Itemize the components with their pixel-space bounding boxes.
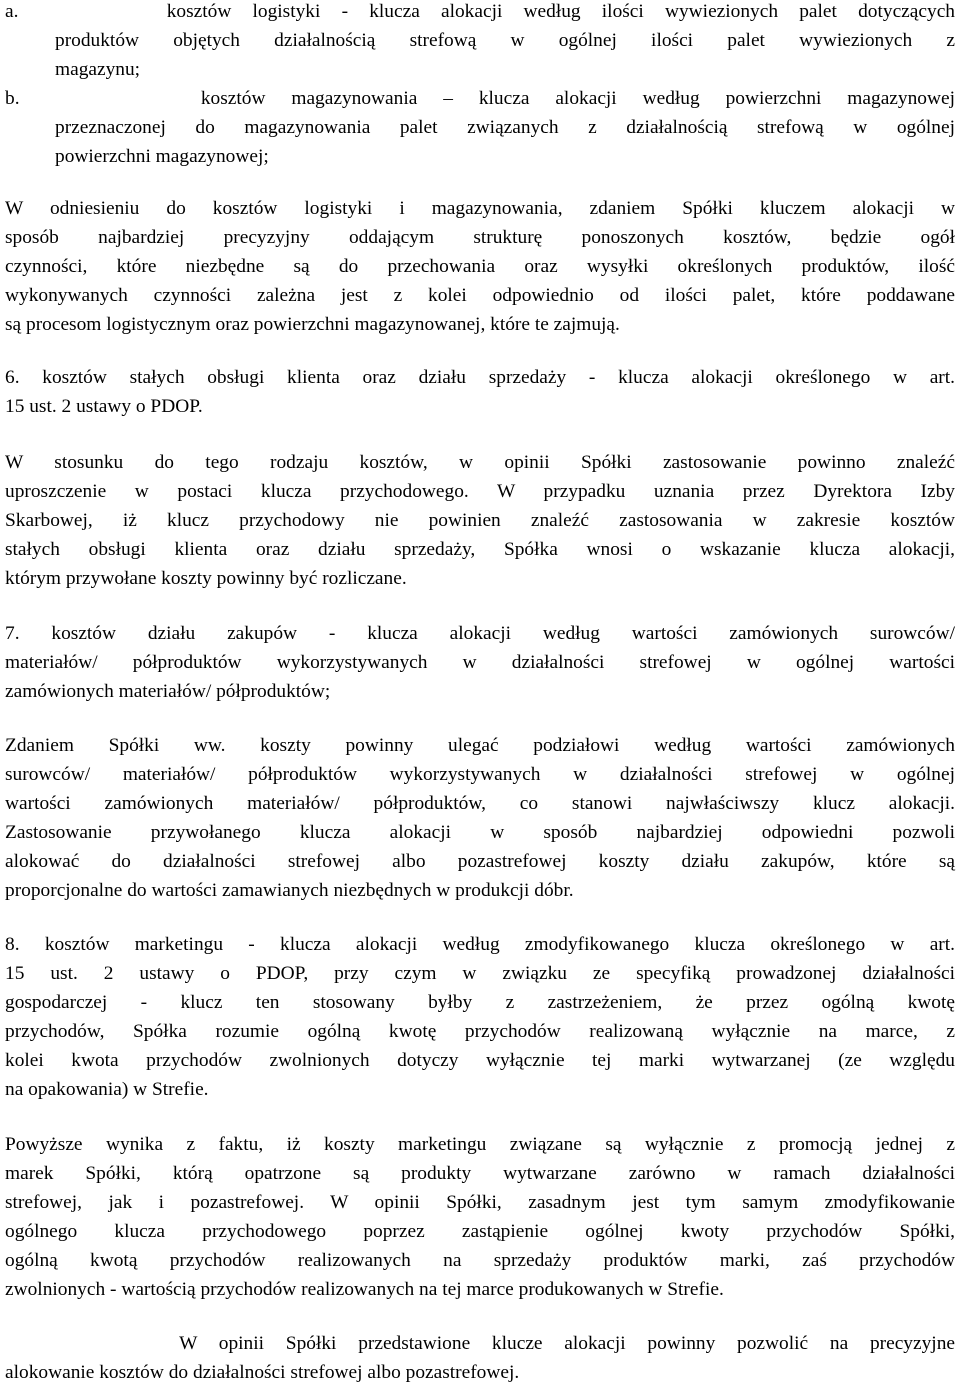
text-line: 7. kosztów działu zakupów - klucza alokacji według wartości zamówionych surowców/ [5, 623, 955, 644]
text-line: 15 ust. 2 ustawy o PDOP. [5, 396, 203, 417]
text-line: zamówionych materiałów/ półproduktów; [5, 681, 331, 702]
text-line: wartości zamówionych materiałów/ półproduktów, co stanowi najwłaściwszy klucz alokacji. [5, 793, 955, 814]
text-line: W stosunku do tego rodzaju kosztów, w opinii Spółki zastosowanie powinno znaleźć [5, 452, 955, 473]
text-line: wykonywanych czynności zależna jest z kolei odpowiednio od ilości palet, które poddawane [5, 285, 955, 306]
text-line: Zdaniem Spółki ww. koszty powinny ulegać podziałowi według wartości zamówionych [5, 735, 955, 756]
text-line: przychodów, Spółka rozumie ogólną kwotę przychodów realizowaną wyłącznie na marce, z [5, 1021, 955, 1042]
text-line: produktów objętych działalnością strefową w ogólnej ilości palet wywiezionych z [55, 30, 955, 51]
text-line: są procesom logistycznym oraz powierzchni magazynowanej, które te zajmują. [5, 314, 620, 335]
text-line: 8. kosztów marketingu - klucza alokacji według zmodyfikowanego klucza określonego w art. [5, 934, 955, 955]
text-line: Zastosowanie przywołanego klucza alokacji w sposób najbardziej odpowiedni pozwoli [5, 822, 955, 843]
text-line: ogólną kwotą przychodów realizowanych na sprzedaży produktów marki, zaś przychodów [5, 1250, 955, 1271]
text-line: alokować do działalności strefowej albo pozastrefowej koszty działu zakupów, które są [5, 851, 955, 872]
text-line: ogólnego klucza przychodowego poprzez zastąpienie ogólnej kwoty przychodów Spółki, [5, 1221, 955, 1242]
text-line: powierzchni magazynowej; [55, 146, 269, 167]
text-line: na opakowania) w Strefie. [5, 1079, 209, 1100]
text-line: proporcjonalne do wartości zamawianych niezbędnych w produkcji dóbr. [5, 880, 574, 901]
text-line: stałych obsługi klienta oraz działu sprzedaży, Spółka wnosi o wskazanie klucza alokacji, [5, 539, 955, 560]
text-line: a. kosztów logistyki - klucza alokacji według ilości wywiezionych palet dotyczących [5, 1, 955, 22]
text-line: Powyższe wynika z faktu, iż koszty marketingu związane są wyłącznie z promocją jednej z [5, 1134, 955, 1155]
text-line: sposób najbardziej precyzyjny oddającym strukturę ponoszonych kosztów, będzie ogół [5, 227, 955, 248]
text-line: gospodarczej - klucz ten stosowany byłby z zastrzeżeniem, że przez ogólną kwotę [5, 992, 955, 1013]
text-line: uproszczenie w postaci klucza przychodowego. W przypadku uznania przez Dyrektora Izby [5, 481, 955, 502]
text-line: 6. kosztów stałych obsługi klienta oraz działu sprzedaży - klucza alokacji określonego w art. [5, 367, 955, 388]
text-line: czynności, które niezbędne są do przechowania oraz wysyłki określonych produktów, ilość [5, 256, 955, 277]
text-line: zwolnionych - wartością przychodów realizowanych na tej marce produkowanych w Strefie. [5, 1279, 724, 1300]
text-line: którym przywołane koszty powinny być rozliczane. [5, 568, 407, 589]
text-line: materiałów/ półproduktów wykorzystywanych w działalności strefowej w ogólnej wartości [5, 652, 955, 673]
text-line: strefowej, jak i pozastrefowej. W opinii Spółki, zasadnym jest tym samym zmodyfikowanie [5, 1192, 955, 1213]
text-line: alokowanie kosztów do działalności strefowej albo pozastrefowej. [5, 1362, 520, 1383]
text-line: Skarbowej, iż klucz przychodowy nie powinien znaleźć zastosowania w zakresie kosztów [5, 510, 955, 531]
text-line: 15 ust. 2 ustawy o PDOP, przy czym w związku ze specyfiką prowadzonej działalności [5, 963, 955, 984]
text-line: W opinii Spółki przedstawione klucze alokacji powinny pozwolić na precyzyjne [5, 1333, 955, 1354]
text-line: marek Spółki, którą opatrzone są produkty wytwarzane zarówno w ramach działalności [5, 1163, 955, 1184]
text-line: kolei kwota przychodów zwolnionych dotyczy wyłącznie tej marki wytwarzanej (ze względu [5, 1050, 955, 1071]
text-line: przeznaczonej do magazynowania palet związanych z działalnością strefową w ogólnej [55, 117, 955, 138]
text-line: b. kosztów magazynowania – klucza alokacji według powierzchni magazynowej [5, 88, 955, 109]
text-line: magazynu; [55, 59, 141, 80]
text-line: surowców/ materiałów/ półproduktów wykorzystywanych w działalności strefowej w ogólnej [5, 764, 955, 785]
text-line: W odniesieniu do kosztów logistyki i magazynowania, zdaniem Spółki kluczem alokacji w [5, 198, 955, 219]
